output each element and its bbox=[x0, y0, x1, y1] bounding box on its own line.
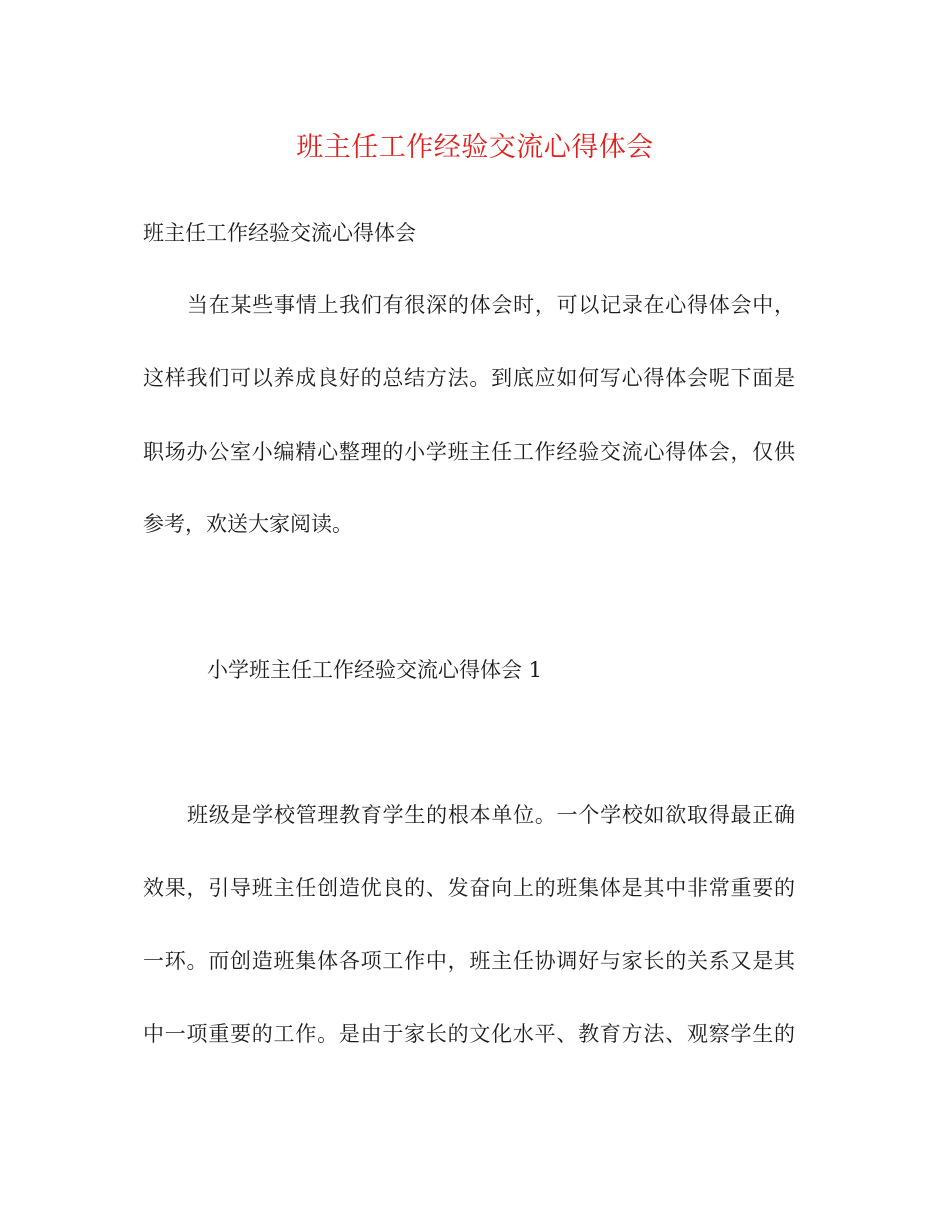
document-subtitle: 班主任工作经验交流心得体会 bbox=[143, 221, 416, 245]
intro-line-3: 职场办公室小编精心整理的小学班主任工作经验交流心得体会，仅供 bbox=[143, 440, 795, 464]
body-line-2: 效果，引导班主任创造优良的、发奋向上的班集体是其中非常重要的 bbox=[143, 876, 795, 900]
document-title: 班主任工作经验交流心得体会 bbox=[296, 132, 654, 163]
body-line-4: 中一项重要的工作。是由于家长的文化水平、教育方法、观察学生的 bbox=[143, 1022, 795, 1046]
body-line-1: 班级是学校管理教育学生的根本单位。一个学校如欲取得最正确 bbox=[187, 803, 795, 827]
intro-line-4: 参考，欢送大家阅读。 bbox=[143, 512, 353, 536]
body-line-3: 一环。而创造班集体各项工作中，班主任协调好与家长的关系又是其 bbox=[143, 949, 795, 973]
intro-line-2: 这样我们可以养成良好的总结方法。到底应如何写心得体会呢下面是 bbox=[143, 366, 795, 390]
section-heading: 小学班主任工作经验交流心得体会 1 bbox=[207, 658, 543, 682]
intro-line-1: 当在某些事情上我们有很深的体会时，可以记录在心得体会中， bbox=[187, 293, 795, 317]
